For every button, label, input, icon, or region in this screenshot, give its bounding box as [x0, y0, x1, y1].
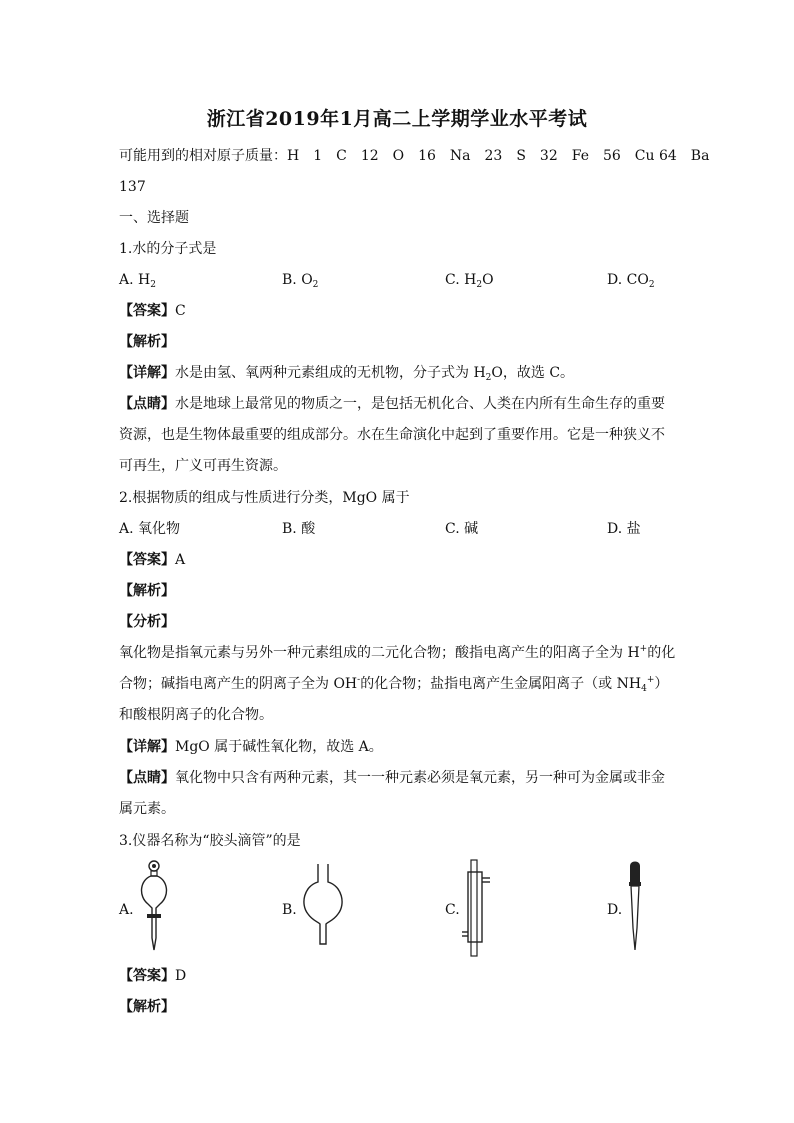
q2-answer: 【答案】A — [119, 552, 186, 568]
q3-option-b: B. — [282, 902, 297, 918]
q2-detail: 【详解】MgO 属于碱性氧化物，故选 A。 — [119, 739, 383, 755]
q2-option-c: C. 碱 — [445, 521, 479, 537]
section-heading: 一、选择题 — [119, 210, 189, 226]
q1-analysis-label: 【解析】 — [119, 334, 175, 350]
q2-fenxi: 氧化物是指氧元素与另外一种元素组成的二元化合物；酸指电离产生的阳离子全为 H+的化合物；碱指电离产生的阴离子全为 OH-的化合物；盐指电离产生金属阳离子（或 $NH_4^+$）和酸根阴离子的化合物。 — [119, 644, 676, 723]
separatory-funnel-icon — [136, 858, 172, 954]
page-title: 浙江省2019年1月高二上学期学业水平考试 — [206, 108, 588, 130]
q1-stem: 1.水的分子式是 — [119, 241, 217, 257]
q2-option-a: A. 氧化物 — [119, 521, 181, 537]
q2-analysis-label: 【解析】 — [119, 583, 175, 599]
q1-detail: 【详解】水是由氢、氧两种元素组成的无机物，分子式为 $H_2O$，故选 C。 — [119, 365, 575, 383]
q2-option-b: B. 酸 — [282, 521, 316, 537]
q3-option-c: C. — [445, 902, 460, 918]
atomic-mass-line: 可能用到的相对原子质量：H 1 C 12 O 16 Na 23 S 32 Fe 56 Cu 64 Ba — [119, 148, 710, 164]
condenser-icon — [460, 856, 494, 960]
q2-fenxi-label: 【分析】 — [119, 614, 175, 630]
q1-option-b: B. $O_2$ — [282, 272, 319, 290]
q2-option-d: D. 盐 — [607, 521, 641, 537]
q1-option-d: D. $CO_2$ — [607, 272, 655, 290]
q3-analysis-label: 【解析】 — [119, 999, 175, 1015]
q1-option-c: C. $H_2O$ — [445, 272, 494, 290]
q3-option-a: A. — [119, 902, 134, 918]
q3-stem: 3.仪器名称为“胶头滴管”的是 — [119, 833, 301, 849]
dropper-icon — [624, 858, 646, 954]
q2-comment: 【点睛】氧化物中只含有两种元素，其一一种元素必须是氧元素，另一种可为金属或非金属元素。 — [119, 770, 665, 817]
atomic-mass-cont: 137 — [119, 179, 146, 195]
q3-option-d: D. — [607, 902, 623, 918]
q1-comment: 【点睛】水是地球上最常见的物质之一，是包括无机化合、人类在内所有生命生存的重要资源，也是生物体最重要的组成部分。水在生命演化中起到了重要作用。它是一种狭义不可再生，广义可再生资源。 — [119, 396, 665, 474]
q2-stem: 2.根据物质的组成与性质进行分类，MgO 属于 — [119, 490, 410, 506]
q3-answer: 【答案】D — [119, 968, 187, 984]
round-flask-icon — [298, 860, 348, 950]
q1-answer: 【答案】C — [119, 303, 186, 319]
q1-option-a: A. $H_2$ — [119, 272, 156, 290]
